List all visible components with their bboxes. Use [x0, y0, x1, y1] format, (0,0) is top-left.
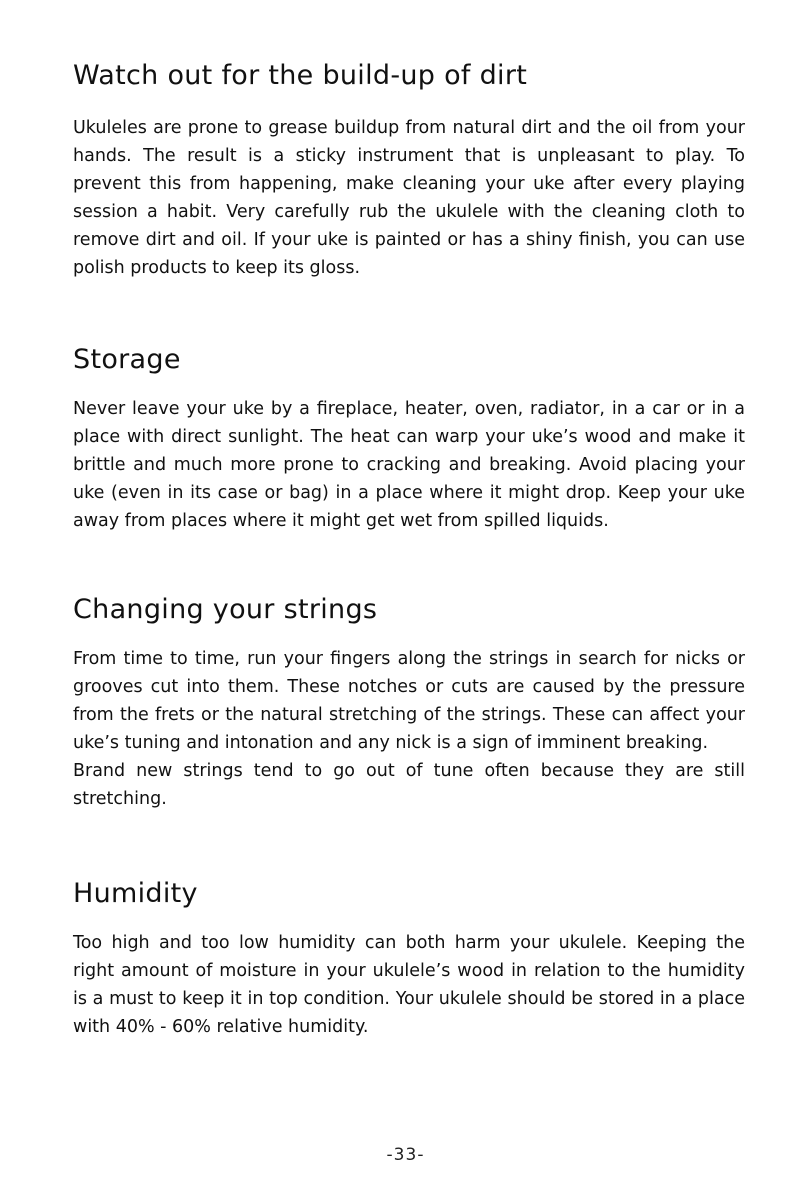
section-changing-strings — [73, 596, 745, 813]
section-paragraph: Ukuleles are prone to grease buildup from natural dirt and the oil from your hands. The result is a sticky instrument that is unpleasant to play. To prevent this from happening, make cleaning your uke after every playing session a habit. Very carefully rub the ukulele with the cleaning cloth to remove dirt and oil. If your uke is painted or has a shiny finish, you can use polish products to keep its gloss. — [73, 118, 745, 278]
section-humidity — [73, 880, 745, 1041]
section-heading: Storage — [73, 344, 181, 375]
section-heading: Changing your strings — [73, 594, 378, 625]
section-heading: Watch out for the build-up of dirt — [73, 60, 528, 91]
section-storage — [73, 346, 745, 535]
section-paragraph: Brand new strings tend to go out of tune often because they are still stretching. — [73, 761, 745, 809]
page-number: -33- — [386, 1145, 425, 1165]
section-paragraph: Never leave your uke by a fireplace, heater, oven, radiator, in a car or in a place with direct sunlight. The heat can warp your uke’s wood and make it brittle and much more prone to cracking and breaking. Avoid placing your uke (even in its case or bag) in a place where it might drop. Keep your uke away from places where it might get wet from spilled liquids. — [73, 399, 745, 531]
section-heading: Humidity — [73, 878, 198, 909]
section-dirt-buildup — [73, 62, 745, 282]
section-paragraph: Too high and too low humidity can both harm your ukulele. Keeping the right amount of moisture in your ukulele’s wood in relation to the humidity is a must to keep it in top condition. Your ukulele should be stored in a place with 40% - 60% relative humidity. — [73, 933, 745, 1037]
section-paragraph: From time to time, run your fingers along the strings in search for nicks or grooves cut into them. These notches or cuts are caused by the pressure from the frets or the natural stretching of the strings. These can affect your uke’s tuning and intonation and any nick is a sign of imminent breaking. — [73, 649, 745, 753]
